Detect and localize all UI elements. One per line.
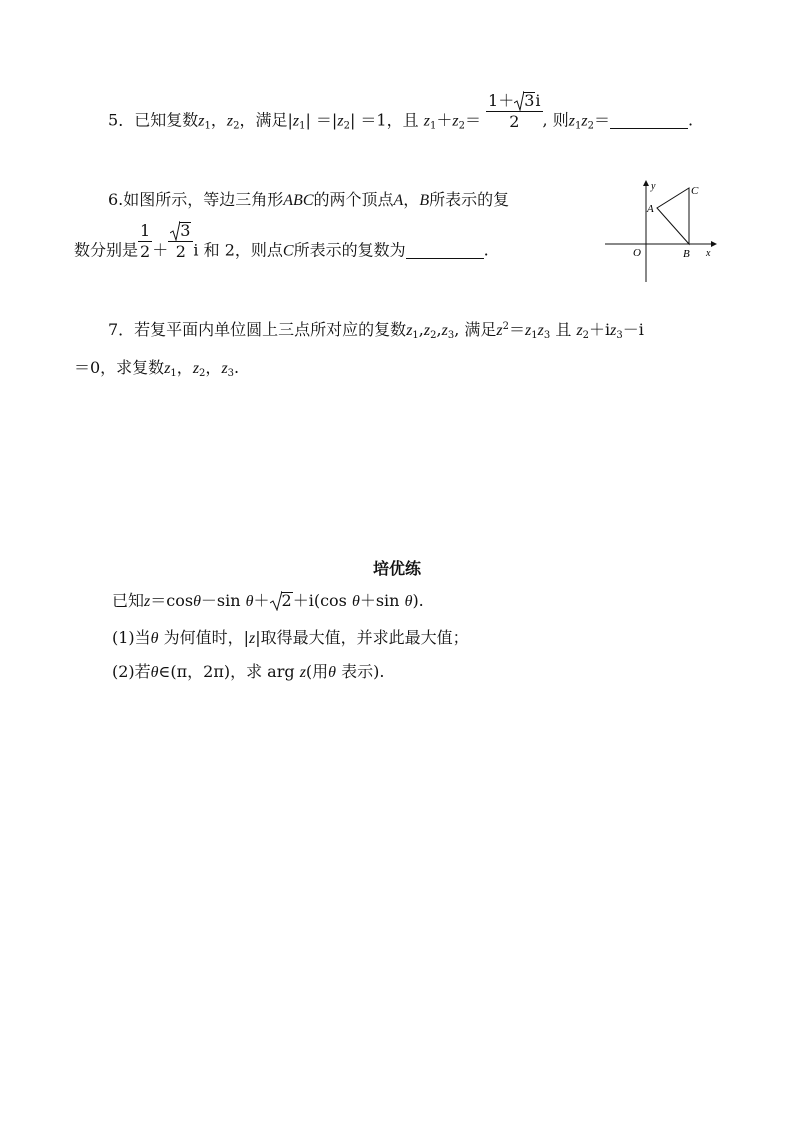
answer-blank-q5[interactable] (610, 114, 688, 129)
triangle-figure (603, 178, 718, 283)
q6-fraction-1: $\frac{1}{2}$ (140, 220, 151, 261)
y-label: y (651, 181, 656, 192)
y-axis-arrow (643, 180, 649, 186)
q5-fraction: 1＋ 3i 2 (488, 91, 541, 131)
section-title: 培优练 (372, 559, 421, 578)
section-problem-statement: 已知z＝cosθ－sin θ＋ 2＋i(cos θ＋sin θ). (112, 591, 424, 610)
q6-fraction-2: $\frac{3}{2}$ (168, 222, 193, 260)
question-6-line1: 6.如图所示，等边三角形ABC的两个顶点A，B所表示的复 (108, 190, 510, 209)
point-b-label: B (683, 248, 690, 260)
x-axis-arrow (711, 241, 717, 247)
section-part-1: (1)当θ 为何值时，|z|取得最大值，并求此最大值； (112, 628, 469, 647)
answer-blank-q6[interactable] (406, 244, 484, 259)
origin-label: O (633, 247, 641, 259)
point-c-label: C (691, 185, 699, 197)
q5-number: 5 (108, 110, 119, 130)
point-a-label: A (647, 203, 654, 215)
question-5: 5．已知复数$z_1$，$z_2$，满足$|z_1| =|z_2| =1$，且 $z_1+z_2=$ 1＋ 3i 2 , 则$z_1z_2=$ . (108, 91, 694, 132)
section-part-2: (2)若θ∈(π，2π)，求 arg z(用θ 表示). (112, 662, 385, 681)
triangle-abc (657, 188, 689, 244)
question-6-line2: 数分别是 $\frac{1}{2}$ ＋ $\frac{3}{2}$ i 和 2，则点C所表示的复数为 . (74, 220, 489, 261)
question-7-line2: ＝0，求复数$z_1$，$z_2$，$z_3$. (74, 358, 240, 379)
question-7-line1: 7．若复平面内单位圆上三点所对应的复数$z_1,z_2,z_3$, 满足$z^2=z_1z_3$ 且 $z_2+iz_3-i$ (108, 320, 644, 341)
x-label: x (706, 248, 711, 259)
